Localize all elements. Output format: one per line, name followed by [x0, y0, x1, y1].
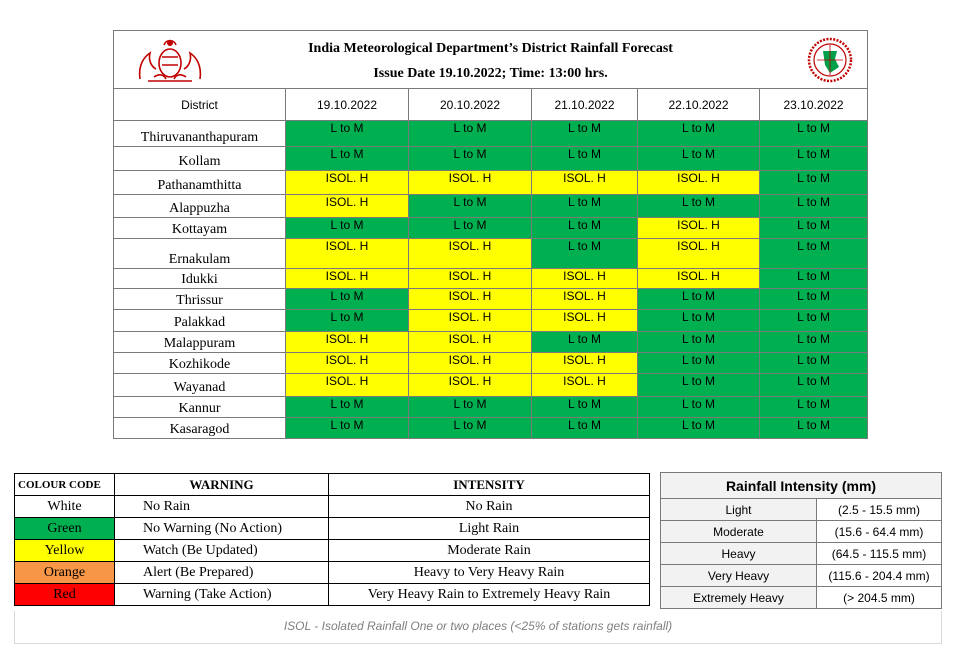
colour-code-row [15, 518, 650, 540]
district-name: Pathanamthitta [114, 171, 286, 195]
intensity-row [661, 565, 942, 587]
intensity-category: Light [661, 499, 817, 521]
forecast-cell: L to M [286, 120, 409, 146]
forecast-cell: ISOL. H [409, 288, 532, 309]
intensity-range: (> 204.5 mm) [817, 587, 942, 609]
intensity-header: INTENSITY [329, 474, 650, 496]
forecast-cell: L to M [638, 417, 760, 438]
forecast-row [114, 396, 868, 417]
forecast-cell: L to M [286, 218, 409, 239]
intensity-text: Heavy to Very Heavy Rain [329, 562, 650, 584]
forecast-row [114, 353, 868, 374]
forecast-cell: L to M [409, 218, 532, 239]
colour-code-row [15, 496, 650, 518]
imd-logo-icon [807, 37, 853, 83]
intensity-text: Moderate Rain [329, 540, 650, 562]
intensity-row [661, 587, 942, 609]
forecast-cell: L to M [760, 332, 868, 353]
district-name: Kozhikode [114, 353, 286, 374]
forecast-cell: L to M [760, 171, 868, 195]
colour-name: Green [15, 518, 115, 540]
forecast-cell: L to M [532, 195, 638, 218]
forecast-cell: ISOL. H [638, 171, 760, 195]
district-name: Kottayam [114, 218, 286, 239]
intensity-range: (64.5 - 115.5 mm) [817, 543, 942, 565]
colour-code-row [15, 562, 650, 584]
intensity-category: Moderate [661, 521, 817, 543]
forecast-cell: ISOL. H [286, 374, 409, 396]
forecast-cell: L to M [760, 268, 868, 288]
forecast-cell: ISOL. H [532, 309, 638, 331]
colour-name: Orange [15, 562, 115, 584]
colour-code-header: COLOUR CODE [15, 474, 115, 496]
intensity-category: Very Heavy [661, 565, 817, 587]
forecast-row [114, 171, 868, 195]
forecast-row [114, 288, 868, 309]
forecast-cell: L to M [760, 146, 868, 170]
district-name: Palakkad [114, 309, 286, 331]
forecast-row [114, 218, 868, 239]
forecast-cell: L to M [409, 146, 532, 170]
forecast-cell: L to M [532, 417, 638, 438]
forecast-cell: L to M [409, 120, 532, 146]
forecast-cell: ISOL. H [286, 353, 409, 374]
district-name: Ernakulam [114, 239, 286, 268]
date-header: 23.10.2022 [760, 89, 868, 120]
forecast-row [114, 239, 868, 268]
district-name: Wayanad [114, 374, 286, 396]
forecast-cell: ISOL. H [409, 353, 532, 374]
warning-text: Alert (Be Prepared) [115, 562, 329, 584]
district-name: Kollam [114, 146, 286, 170]
forecast-cell: ISOL. H [409, 309, 532, 331]
date-header: 20.10.2022 [409, 89, 532, 120]
forecast-cell: L to M [409, 417, 532, 438]
forecast-row [114, 332, 868, 353]
forecast-cell: L to M [532, 239, 638, 268]
forecast-cell: L to M [286, 146, 409, 170]
colour-name: Yellow [15, 540, 115, 562]
forecast-cell: L to M [532, 396, 638, 417]
forecast-cell: L to M [532, 120, 638, 146]
district-name: Thiruvananthapuram [114, 120, 286, 146]
forecast-cell: L to M [760, 120, 868, 146]
forecast-cell: L to M [638, 309, 760, 331]
district-forecast-table [113, 30, 867, 439]
forecast-cell: L to M [760, 218, 868, 239]
date-header: 19.10.2022 [286, 89, 409, 120]
forecast-cell: ISOL. H [286, 171, 409, 195]
forecast-cell: L to M [760, 396, 868, 417]
intensity-row [661, 543, 942, 565]
intensity-range: (2.5 - 15.5 mm) [817, 499, 942, 521]
forecast-cell: ISOL. H [286, 239, 409, 268]
district-name: Kasaragod [114, 417, 286, 438]
forecast-cell: ISOL. H [532, 374, 638, 396]
forecast-row [114, 146, 868, 170]
forecast-cell: L to M [760, 309, 868, 331]
colour-name: White [15, 496, 115, 518]
forecast-cell: ISOL. H [409, 239, 532, 268]
forecast-cell: ISOL. H [409, 171, 532, 195]
forecast-row [114, 417, 868, 438]
district-name: Alappuzha [114, 195, 286, 218]
forecast-cell: L to M [286, 309, 409, 331]
forecast-cell: L to M [638, 195, 760, 218]
forecast-row [114, 268, 868, 288]
forecast-cell: L to M [638, 120, 760, 146]
forecast-row [114, 374, 868, 396]
forecast-row [114, 309, 868, 331]
warning-header: WARNING [115, 474, 329, 496]
issue-date: Issue Date 19.10.2022; Time: 13:00 hrs. [373, 66, 608, 81]
forecast-cell: L to M [532, 218, 638, 239]
intensity-range: (15.6 - 64.4 mm) [817, 521, 942, 543]
forecast-cell: ISOL. H [286, 268, 409, 288]
intensity-text: Light Rain [329, 518, 650, 540]
forecast-cell: ISOL. H [638, 268, 760, 288]
forecast-cell: L to M [409, 195, 532, 218]
forecast-cell: L to M [760, 239, 868, 268]
intensity-row [661, 499, 942, 521]
warning-text: Watch (Be Updated) [115, 540, 329, 562]
colour-name: Red [15, 584, 115, 606]
rainfall-intensity-title: Rainfall Intensity (mm) [661, 473, 942, 499]
district-name: Idukki [114, 268, 286, 288]
forecast-cell: ISOL. H [532, 171, 638, 195]
forecast-cell: L to M [286, 417, 409, 438]
rainfall-intensity-table [660, 472, 941, 609]
forecast-cell: L to M [638, 332, 760, 353]
district-name: Thrissur [114, 288, 286, 309]
forecast-cell: ISOL. H [638, 239, 760, 268]
forecast-cell: L to M [532, 332, 638, 353]
forecast-cell: L to M [760, 417, 868, 438]
colour-code-row [15, 584, 650, 606]
forecast-row [114, 120, 868, 146]
forecast-title-bar [114, 31, 868, 89]
warning-text: No Warning (No Action) [115, 518, 329, 540]
forecast-cell: ISOL. H [286, 195, 409, 218]
isol-footnote: ISOL - Isolated Rainfall One or two places (<25% of stations gets rainfall) [14, 611, 942, 644]
forecast-row [114, 195, 868, 218]
district-name: Kannur [114, 396, 286, 417]
intensity-category: Heavy [661, 543, 817, 565]
forecast-cell: L to M [638, 396, 760, 417]
forecast-cell: L to M [760, 288, 868, 309]
intensity-text: Very Heavy Rain to Extremely Heavy Rain [329, 584, 650, 606]
intensity-text: No Rain [329, 496, 650, 518]
forecast-cell: L to M [286, 288, 409, 309]
colour-code-row [15, 540, 650, 562]
date-header: 21.10.2022 [532, 89, 638, 120]
forecast-cell: L to M [638, 374, 760, 396]
forecast-cell: L to M [638, 288, 760, 309]
forecast-cell: L to M [638, 353, 760, 374]
forecast-cell: ISOL. H [532, 288, 638, 309]
forecast-cell: L to M [760, 353, 868, 374]
forecast-cell: ISOL. H [409, 374, 532, 396]
date-header: 22.10.2022 [638, 89, 760, 120]
forecast-cell: L to M [760, 374, 868, 396]
forecast-cell: ISOL. H [286, 332, 409, 353]
district-column-header: District [114, 89, 286, 120]
forecast-cell: L to M [532, 146, 638, 170]
forecast-cell: L to M [286, 396, 409, 417]
intensity-range: (115.6 - 204.4 mm) [817, 565, 942, 587]
warning-text: No Rain [115, 496, 329, 518]
forecast-cell: ISOL. H [409, 268, 532, 288]
forecast-title: India Meteorological Department’s District Rainfall Forecast [308, 41, 673, 56]
intensity-row [661, 521, 942, 543]
district-name: Malappuram [114, 332, 286, 353]
colour-code-table [14, 473, 649, 606]
forecast-cell: L to M [638, 146, 760, 170]
forecast-cell: ISOL. H [532, 268, 638, 288]
forecast-cell: ISOL. H [409, 332, 532, 353]
forecast-cell: L to M [760, 195, 868, 218]
forecast-cell: ISOL. H [638, 218, 760, 239]
forecast-cell: ISOL. H [532, 353, 638, 374]
warning-text: Warning (Take Action) [115, 584, 329, 606]
intensity-category: Extremely Heavy [661, 587, 817, 609]
forecast-cell: L to M [409, 396, 532, 417]
